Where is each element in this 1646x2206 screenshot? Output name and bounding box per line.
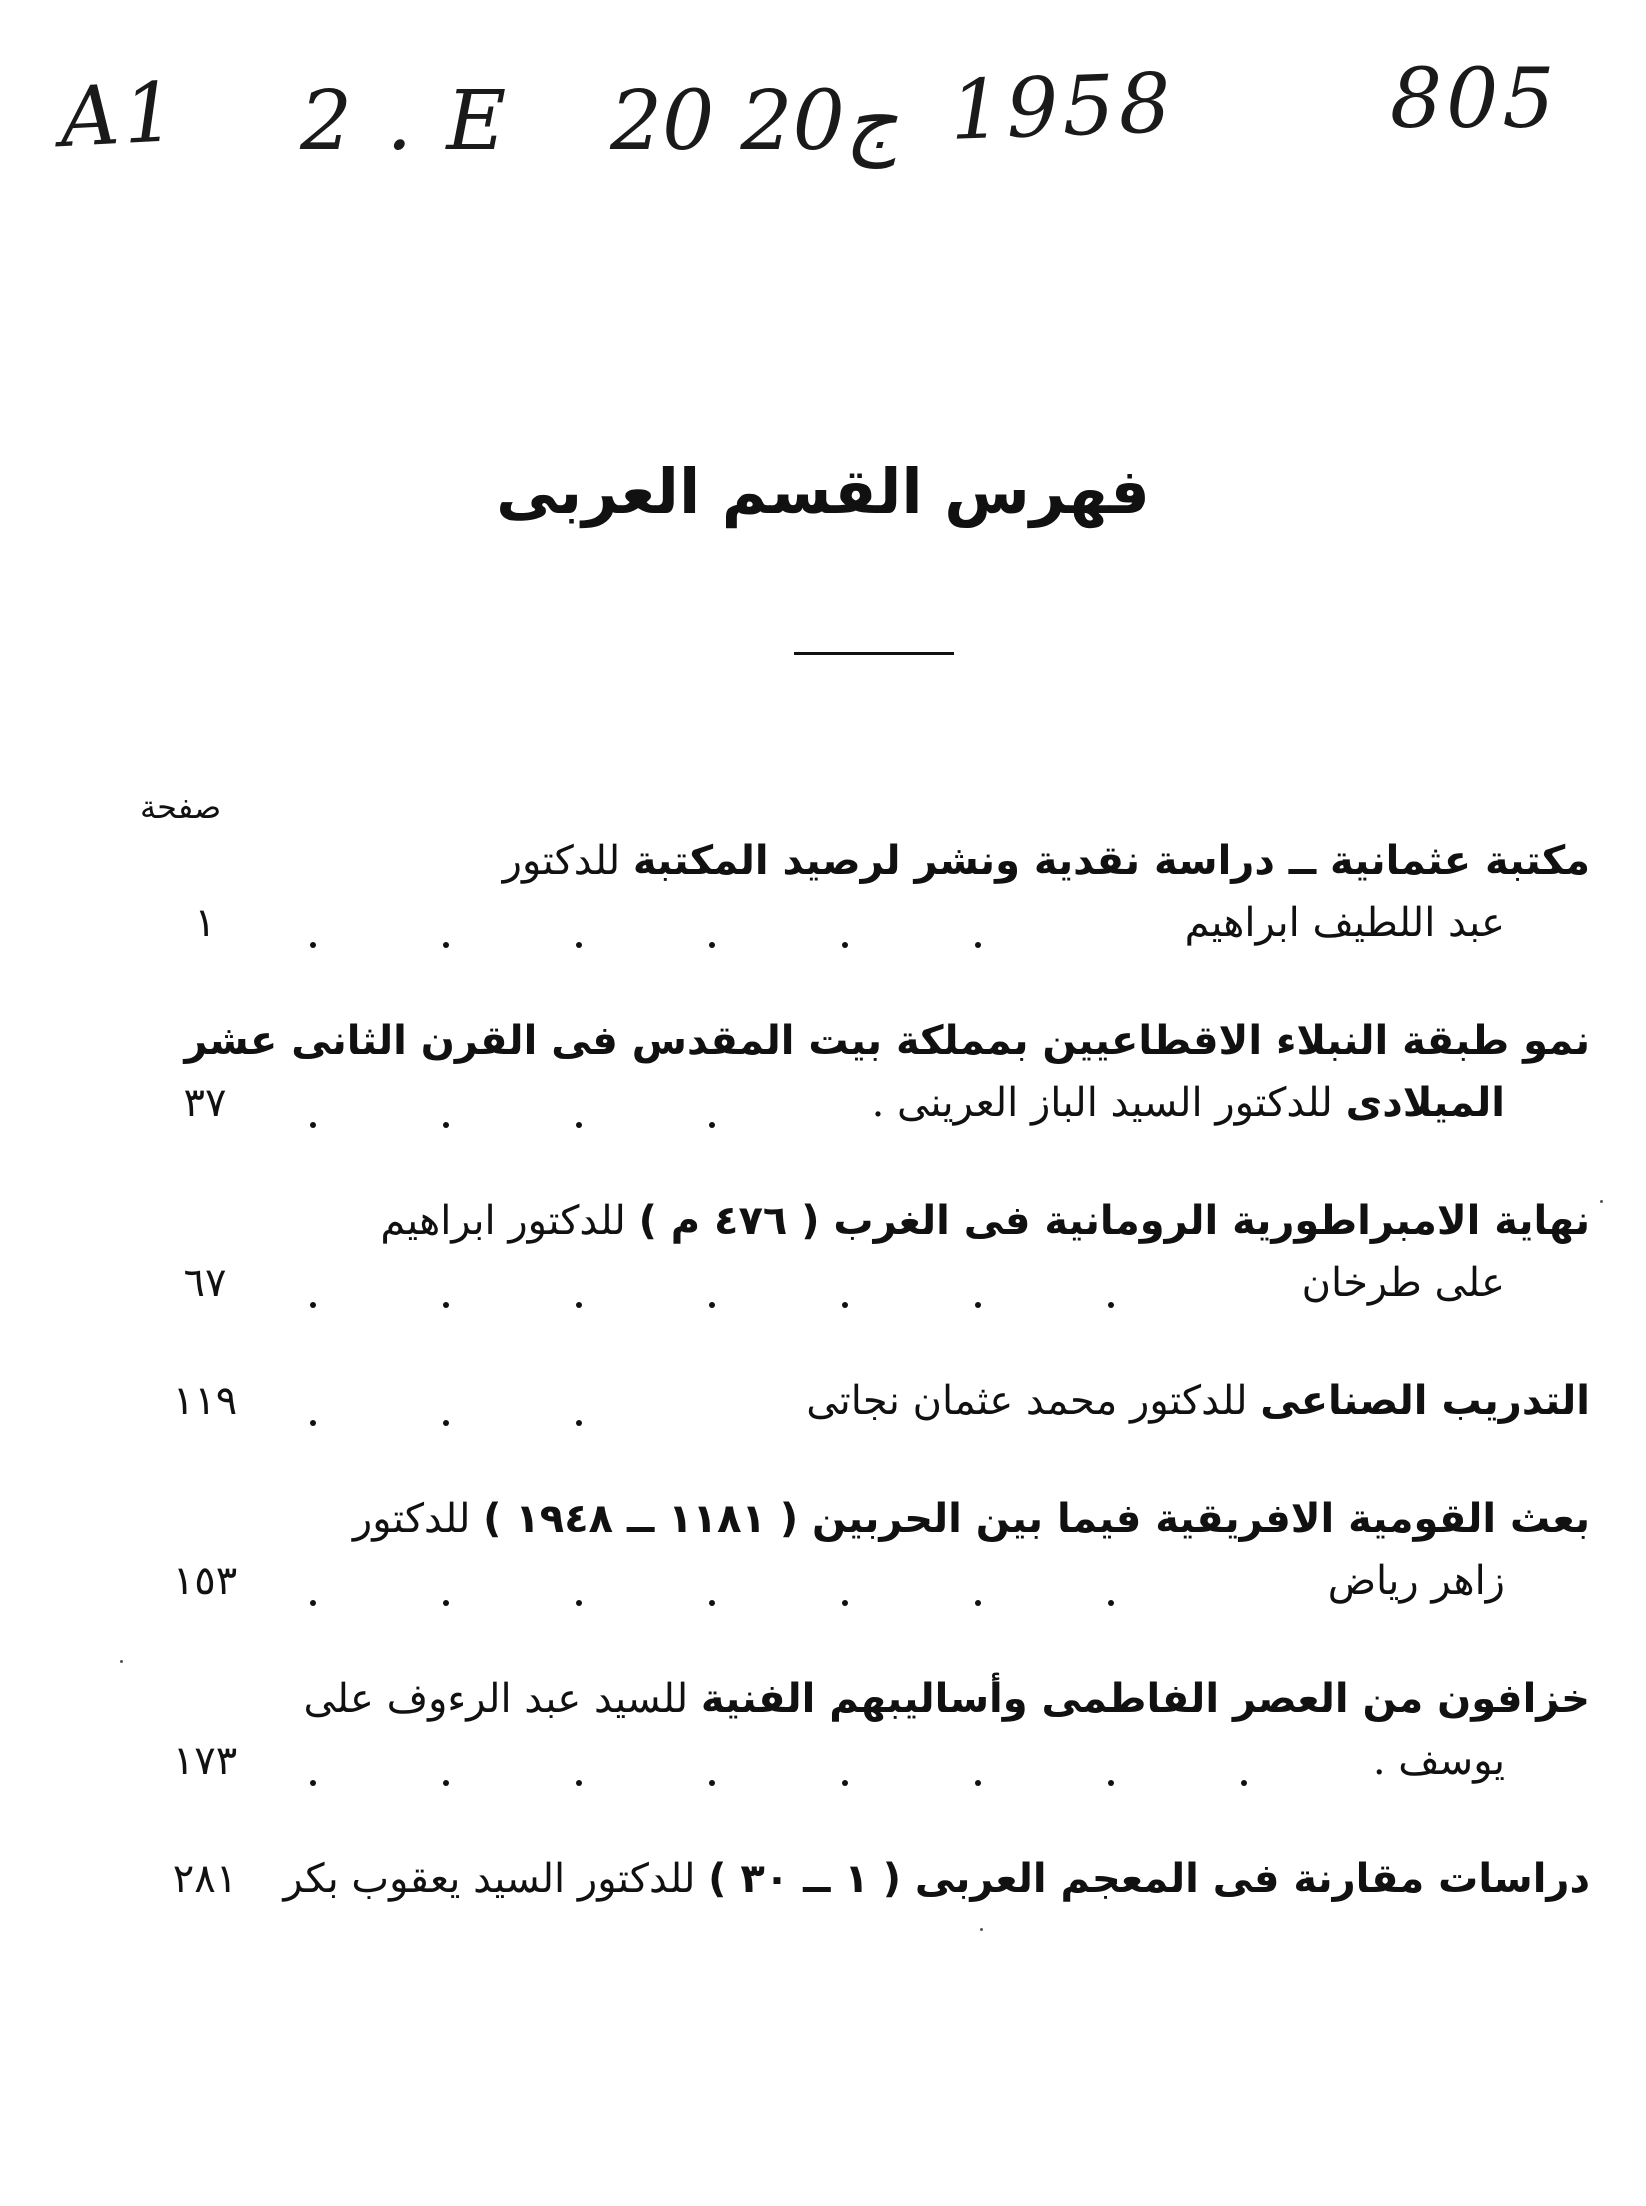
entry-title: نهاية الامبراطورية الرومانية فى الغرب ( ٤٧٦ م ) [638,1198,1590,1244]
leader-dots [310,1746,1247,1786]
leader-dot [1108,1600,1114,1606]
leader-dot [576,1302,582,1308]
leader-dot [975,1302,981,1308]
title-divider [794,652,954,655]
handwritten-catalog-note [50,52,1610,180]
leader-dots [310,1566,1114,1606]
leader-dot [443,1302,449,1308]
entry-page-number: ٢٨١ [172,1856,238,1902]
toc-entry-line [150,830,1590,892]
entry-author: للدكتور [502,838,633,884]
leader-dot [576,1420,582,1426]
entry-author: للدكتور السيد الباز العرينى . [871,1080,1346,1126]
leader-dot [443,1780,449,1786]
entry-title: خزافون من العصر الفاطمى وأساليبهم الفنية [700,1676,1590,1722]
toc-entry [150,1668,1590,1792]
leader-dot [310,1780,316,1786]
page-title: فهرس القسم العربى [496,455,1150,528]
entry-author: للدكتور السيد يعقوب بكر [283,1856,709,1902]
leader-dots [310,1268,1114,1308]
leader-dot [576,1122,582,1128]
toc-entry-line [150,1488,1590,1550]
handwritten-mark: A1 [57,64,182,167]
leader-dot [842,1780,848,1786]
toc-entry-line [150,1668,1590,1730]
entry-page-number: ٣٧ [183,1080,227,1126]
toc-entry [150,830,1590,954]
entry-title: دراسات مقارنة فى المعجم العربى ( ١ ــ ٣٠ ) [708,1856,1590,1902]
leader-dot [842,942,848,948]
entry-page-number: ١ [194,900,216,946]
leader-dot [709,1122,715,1128]
leader-dot [709,1302,715,1308]
table-of-contents [150,830,1590,1966]
entry-author: للدكتور [352,1496,484,1542]
toc-entry [150,1010,1590,1134]
leader-dot [576,1780,582,1786]
toc-entry [150,1488,1590,1612]
leader-dot [310,1122,316,1128]
leader-dot [975,1780,981,1786]
toc-entry-line [150,1848,1590,1910]
entry-title: الميلادى [1345,1080,1505,1126]
leader-dot [443,1122,449,1128]
entry-author: للدكتور محمد عثمان نجاتى [806,1378,1261,1424]
leader-dot [842,1600,848,1606]
leader-dot [709,942,715,948]
toc-entry-line [150,1010,1590,1072]
scan-speck [120,1660,123,1663]
entry-title: التدريب الصناعى [1260,1378,1590,1424]
entry-title: بعث القومية الافريقية فيما بين الحربين ( ١١٨١ ــ ١٩٤٨ ) [483,1496,1590,1542]
entry-author: للسيد عبد الرءوف على [303,1676,701,1722]
leader-dot [1108,1780,1114,1786]
leader-dot [975,1600,981,1606]
entry-page-number: ١٥٣ [172,1558,238,1604]
handwritten-mark: 1958 [948,56,1177,159]
leader-dot [709,1780,715,1786]
entry-author: زاهر رياض [1327,1558,1505,1604]
entry-author: يوسف . [1372,1738,1505,1784]
entry-title: مكتبة عثمانية ــ دراسة نقدية ونشر لرصيد المكتبة [632,838,1590,884]
leader-dot [310,942,316,948]
leader-dot [1108,1302,1114,1308]
page-column-label: صفحة [140,788,222,826]
handwritten-mark: 2 . E [300,74,511,169]
leader-dot [443,1420,449,1426]
leader-dot [310,1600,316,1606]
leader-dot [310,1420,316,1426]
toc-entry [150,1848,1590,1910]
leader-dot [842,1302,848,1308]
leader-dot [443,942,449,948]
leader-dots [310,1386,582,1426]
leader-dot [443,1600,449,1606]
entry-author: عبد اللطيف ابراهيم [1184,900,1505,946]
scan-speck [1600,1200,1603,1203]
handwritten-mark: 20 ج20 [610,74,898,169]
leader-dot [975,942,981,948]
entry-page-number: ٦٧ [183,1260,227,1306]
handwritten-mark: 805 [1390,52,1559,147]
leader-dot [576,942,582,948]
entry-page-number: ١١٩ [172,1378,238,1424]
leader-dot [1241,1780,1247,1786]
toc-entry [150,1190,1590,1314]
leader-dots [310,1088,715,1128]
toc-entry-line [150,1190,1590,1252]
toc-entry [150,1370,1590,1432]
entry-title: نمو طبقة النبلاء الاقطاعيين بمملكة بيت المقدس فى القرن الثانى عشر [184,1018,1590,1064]
leader-dot [310,1302,316,1308]
entry-page-number: ١٧٣ [172,1738,238,1784]
leader-dots [310,908,981,948]
entry-author: للدكتور ابراهيم [380,1198,639,1244]
entry-author: على طرخان [1301,1260,1505,1306]
leader-dot [709,1600,715,1606]
leader-dot [576,1600,582,1606]
scan-speck [980,1928,983,1931]
